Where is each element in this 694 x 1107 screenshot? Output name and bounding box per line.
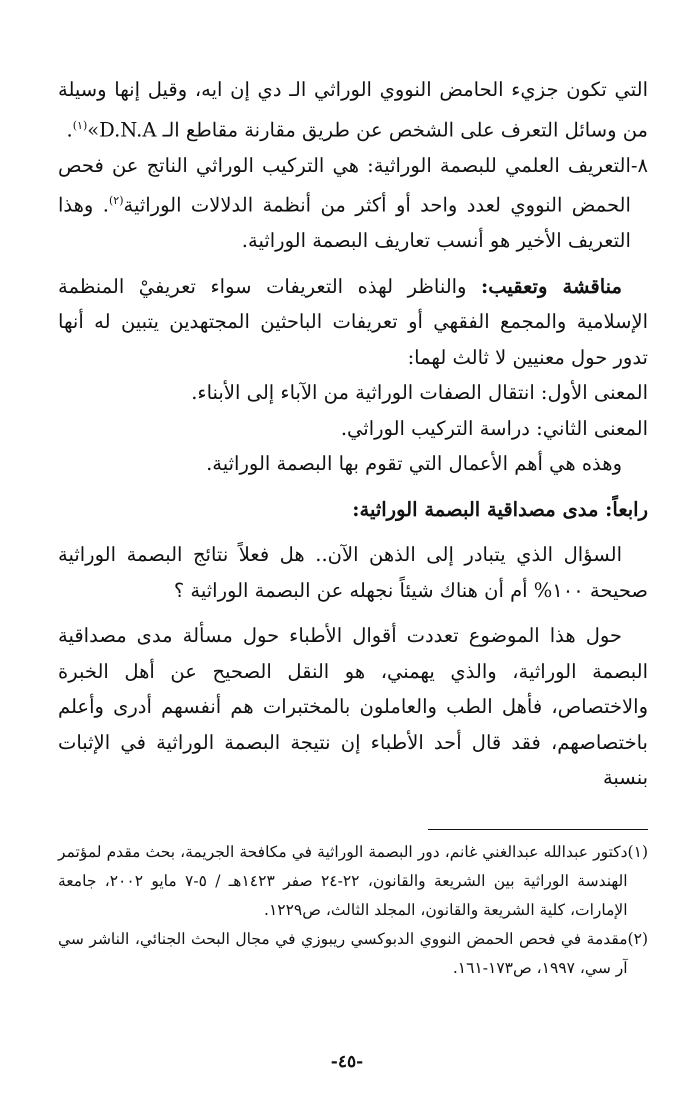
intro-text: التي تكون جزيء الحامض النووي الوراثي الـ دي إن ايه، وقيل إنها وسيلة من وسائل التعرف على الشخص عن طريق مقارنة مقاطع الـ D.N.A» [58,78,648,141]
section-heading: رابعاً: مدى مصداقية البصمة الوراثية: [352,497,648,521]
footnote-text: مقدمة في فحص الحمض النووي الدبوكسي ريبوزي في مجال البحث الجنائي، الناشر سي آر سي، ١٩٩٧، ص١٧٣-١٦١. [58,930,628,977]
list-item-text [58,148,631,259]
footnote-number: (٢) [627,930,648,948]
works-sentence: وهذه هي أهم الأعمال التي تقوم بها البصمة الوراثية. [206,452,622,475]
footnote-text: دكتور عبدالله عبدالغني غانم، دور البصمة الوراثية في مكافحة الجريمة، بحث مقدم لمؤتمر الهندسة الوراثية بين الشريعة والقانون، ٢٢-٢٤ صفر ١٤٢٣هـ / ٥-٧ مايو ٢٠٠٢، جامعة الإمارات، كلية الشريعة والقانون، المجلد الثالث، ص١٢٢٩. [58,843,628,919]
list-item-8 [58,148,648,259]
discussion-paragraph [58,269,648,376]
footnote-2 [58,925,648,983]
meaning-first: المعنى الأول: انتقال الصفات الوراثية من الآباء إلى الأبناء. [191,381,648,404]
discussion-text: والناظر لهذه التعريفات سواء تعريفيْ المنظمة الإسلامية والمجمع الفقهي أو تعريفات الباحثين المجتهدين يتبين له أنها تدور حول معنيين لا ثالث لهما: [58,274,648,369]
footnote-divider [428,829,648,830]
footnotes [58,838,648,983]
footnote-number: (١) [627,843,648,861]
footnote-ref-2[interactable]: (٢) [108,194,124,207]
page-number: -٤٥- [330,1052,364,1072]
item8-text-b: . وهذا التعريف الأخير هو أنسب تعاريف البصمة الوراثية. [58,193,631,252]
topic-paragraph: حول هذا الموضوع تعددت أقوال الأطباء حول مسألة مدى مصداقية البصمة الوراثية، والذي يهمني، هو النقل الصحيح عن أهل الخبرة والاختصاص، فأهل الطب والعاملون بالمختبرات هم أنفسهم أدرى وأعلم باختصاصهم، فقد قال أحد الأطباء إن نتيجة البصمة الوراثية في الإثبات بنسبة [58,624,648,789]
footnote-1 [58,838,648,925]
intro-end: . [66,118,73,141]
discussion-label: مناقشة وتعقيب: [481,274,622,298]
question-paragraph: السؤال الذي يتبادر إلى الذهن الآن.. هل فعلاً نتائج البصمة الوراثية صحيحة ١٠٠% أم أن هناك شيئاً نجهله عن البصمة الوراثية ؟ [58,543,648,602]
list-item-number: ٨- [630,153,648,177]
footnote-ref-1[interactable]: (١) [72,118,88,132]
intro-paragraph [58,72,648,148]
meaning-second: المعنى الثاني: دراسة التركيب الوراثي. [340,416,648,440]
item8-text-a: التعريف العلمي للبصمة الوراثية: هي التركيب الوراثي الناتج عن فحص الحمض النووي لعدد واحد أو أكثر من أنظمة الدلالات الوراثية [58,153,631,217]
